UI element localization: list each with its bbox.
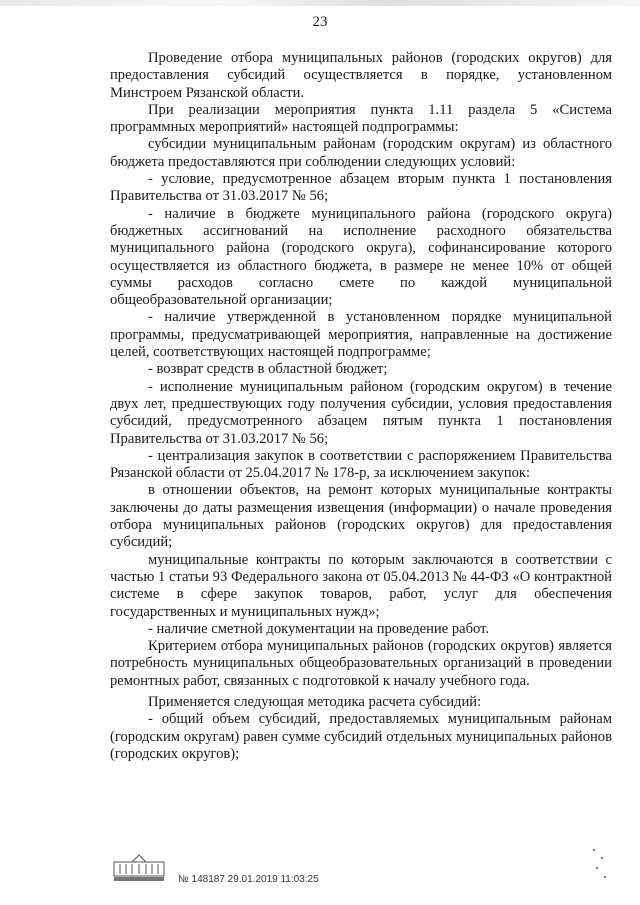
paragraph: Проведение отбора муниципальных районов (городских округов) для предоставления субсидий осуществляется в порядке, установленном Минстроем Рязанской области. <box>110 50 612 101</box>
paragraph: - наличие сметной документации на проведение работ. <box>148 620 490 637</box>
paragraph: - централизация закупок в соответствии с распоряжением Правительства Рязанской области от 25.04.2017 № 178-р, за исключением закупок: <box>110 447 612 482</box>
building-stamp-icon <box>112 852 166 882</box>
document-body <box>110 50 612 763</box>
paragraph: - общий объем субсидий, предоставляемых муниципальным районам (городским округам) равен сумме субсидий отдельных муниципальных районов (городских округов); <box>110 711 612 762</box>
paragraph: Применяется следующая методика расчета субсидий: <box>148 693 482 710</box>
paragraph: При реализации мероприятия пункта 1.11 раздела 5 «Система программных мероприятий» настоящей подпрограммы: <box>110 101 612 136</box>
paragraph: субсидии муниципальным районам (городским округам) из областного бюджета предоставляются при соблюдении следующих условий: <box>110 136 612 170</box>
registration-number: № 148187 29.01.2019 11:03:25 <box>178 874 319 885</box>
paragraph: муниципальные контракты по которым заключаются в соответствии с частью 1 статьи 93 Федерального закона от 05.04.2013 № 44-ФЗ «О контрактной системе в сфере закупок товаров, работ, услуг для обеспечения государственных и муниципальных нужд»; <box>110 551 612 620</box>
paragraph: - исполнение муниципальным районом (городским округом) в течение двух лет, предшествующих году получения субсидии, условия предоставления субсидий, предусмотренного абзацем пятым пункта 1 постановления Правительства от 31.03.2017 № 56; <box>110 378 612 447</box>
paragraph: - возврат средств в областной бюджет; <box>148 361 388 378</box>
paragraph: - наличие в бюджете муниципального района (городского округа) бюджетных ассигнований на исполнение расходного обязательства муниципального района (городского округа), софинансирование которого осуществляется из областного бюджета, в размере не менее 10% от общей суммы расходов согласно смете по каждой муниципальной общеобразовательной организации; <box>110 205 612 309</box>
paragraph: - наличие утвержденной в установленном порядке муниципальной программы, предусматривающей мероприятия, направленные на достижение целей, соответствующих настоящей подпрограмме; <box>110 309 612 361</box>
scan-marks <box>588 846 610 886</box>
paragraph: в отношении объектов, на ремонт которых муниципальные контракты заключены до даты размещения извещения (информации) о начале проведения отбора муниципальных районов (городских округов) для предоставления субсидий; <box>110 482 612 551</box>
page-number: 23 <box>312 14 328 30</box>
paragraph: - условие, предусмотренное абзацем вторым пункта 1 постановления Правительства от 31.03.2017 № 56; <box>110 171 612 205</box>
paragraph: Критерием отбора муниципальных районов (городских округов) является потребность муниципальных общеобразовательных организаций в проведении ремонтных работ, связанных с подготовкой к началу учебного года. <box>110 638 612 689</box>
scan-edge <box>0 0 640 6</box>
